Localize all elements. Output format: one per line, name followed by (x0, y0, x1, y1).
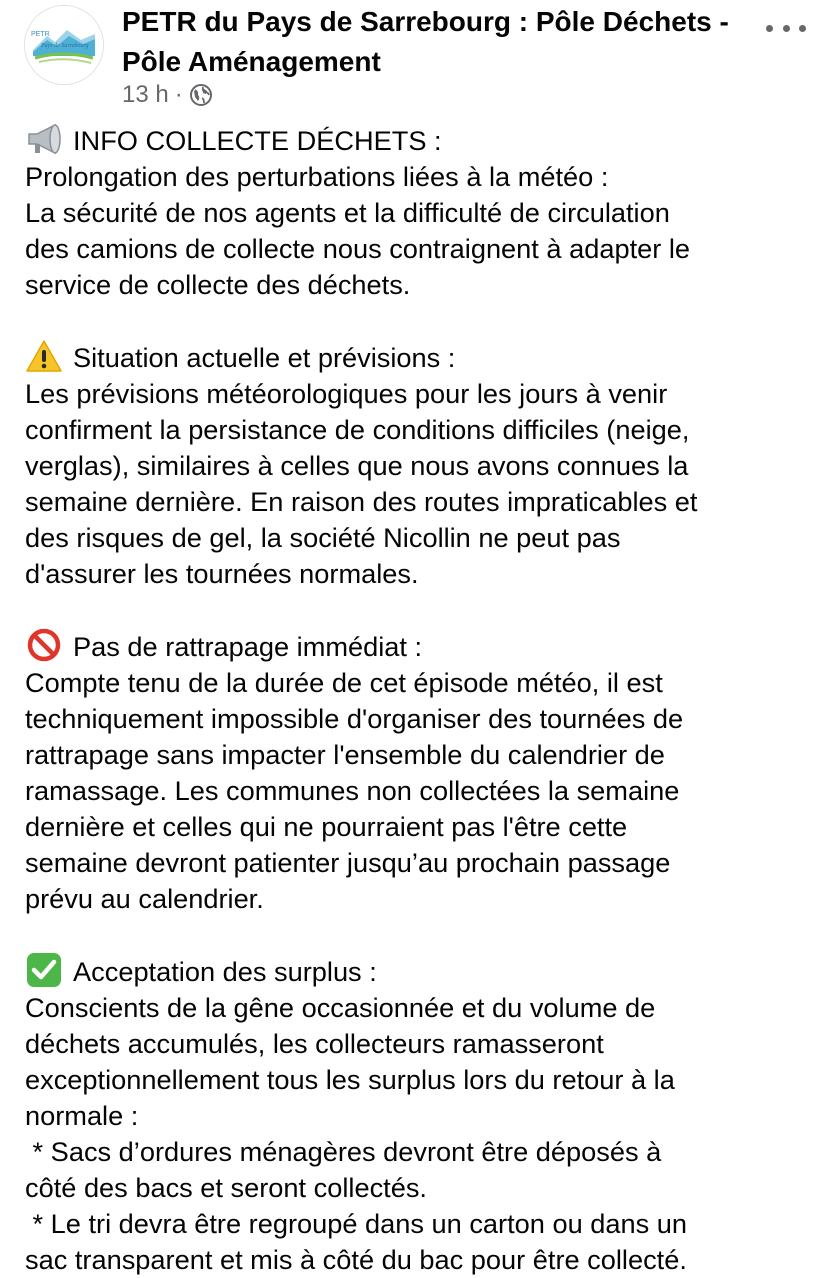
section-line: Compte tenu de la durée de cet épisode météo, il est (25, 667, 663, 698)
section-line: semaine devront patienter jusqu’au prochain passage (25, 847, 671, 878)
section-heading: INFO COLLECTE DÉCHETS : (25, 122, 815, 159)
more-options-icon[interactable] (766, 18, 806, 38)
page-avatar[interactable] (24, 5, 104, 85)
section-line: techniquement impossible d'organiser des tournées de (25, 703, 684, 734)
section-line: d'assurer les tournées normales. (25, 558, 419, 589)
post-meta (122, 80, 213, 110)
section-line: exceptionnellement tous les surplus lors du retour à la (25, 1064, 675, 1095)
section-line: verglas), similaires à celles que nous avons connues la (25, 450, 689, 481)
paragraph-gap (25, 592, 815, 628)
section-line: La sécurité de nos agents et la difficulté de circulation (25, 197, 670, 228)
section-line: des risques de gel, la société Nicollin ne peut pas (25, 522, 621, 553)
section-line: ramassage. Les communes non collectées la semaine (25, 775, 680, 806)
section-line: rattrapage sans impacter l'ensemble du calendrier de (25, 739, 665, 770)
section-line: normale : (25, 1100, 139, 1131)
section-line: Prolongation des perturbations liées à la météo : (25, 161, 609, 192)
petr-logo (25, 6, 103, 84)
section-line: des camions de collecte nous contraignent à adapter le (25, 233, 691, 264)
warning-icon (25, 339, 63, 373)
prohibited-icon (25, 628, 63, 662)
section-line: Les prévisions météorologiques pour les jours à venir (25, 378, 668, 409)
section-heading: Situation actuelle et prévisions : (25, 339, 815, 376)
section-line: * Le tri devra être regroupé dans un carton ou dans un (25, 1208, 687, 1239)
section-line: déchets accumulés, les collecteurs ramasseront (25, 1028, 604, 1059)
globe-icon (189, 83, 213, 107)
section-line: * Sacs d’ordures ménagères devront être déposés à (25, 1136, 662, 1167)
post-timestamp[interactable]: 13 h (122, 81, 169, 108)
paragraph-gap (25, 303, 815, 339)
section-line: côté des bacs et seront collectés. (25, 1172, 427, 1203)
paragraph-gap (25, 917, 815, 953)
post-body (25, 122, 815, 1278)
logo-text-pays: Pays de Sarrebourg (41, 43, 89, 49)
section-line: sac transparent et mis à côté du bac pour être collecté. (25, 1244, 687, 1275)
megaphone-icon (25, 122, 63, 156)
check-mark-icon (25, 953, 63, 987)
section-line: prévu au calendrier. (25, 883, 264, 914)
post-author[interactable]: PETR du Pays de Sarrebourg : Pôle Déchets - Pôle Aménagement (122, 6, 729, 77)
section-line: dernière et celles qui ne pourraient pas l'être cette (25, 811, 628, 842)
meta-separator: · (174, 81, 183, 108)
section-line: Conscients de la gêne occasionnée et du volume de (25, 992, 656, 1023)
section-line: confirment la persistance de conditions difficiles (neige, (25, 414, 690, 445)
section-heading: Pas de rattrapage immédiat : (25, 628, 815, 665)
logo-text-petr: PETR (31, 31, 50, 38)
section-line: service de collecte des déchets. (25, 269, 411, 300)
section-line: semaine dernière. En raison des routes impraticables et (25, 486, 698, 517)
post-header (0, 0, 822, 112)
section-heading: Acceptation des surplus : (25, 953, 815, 990)
